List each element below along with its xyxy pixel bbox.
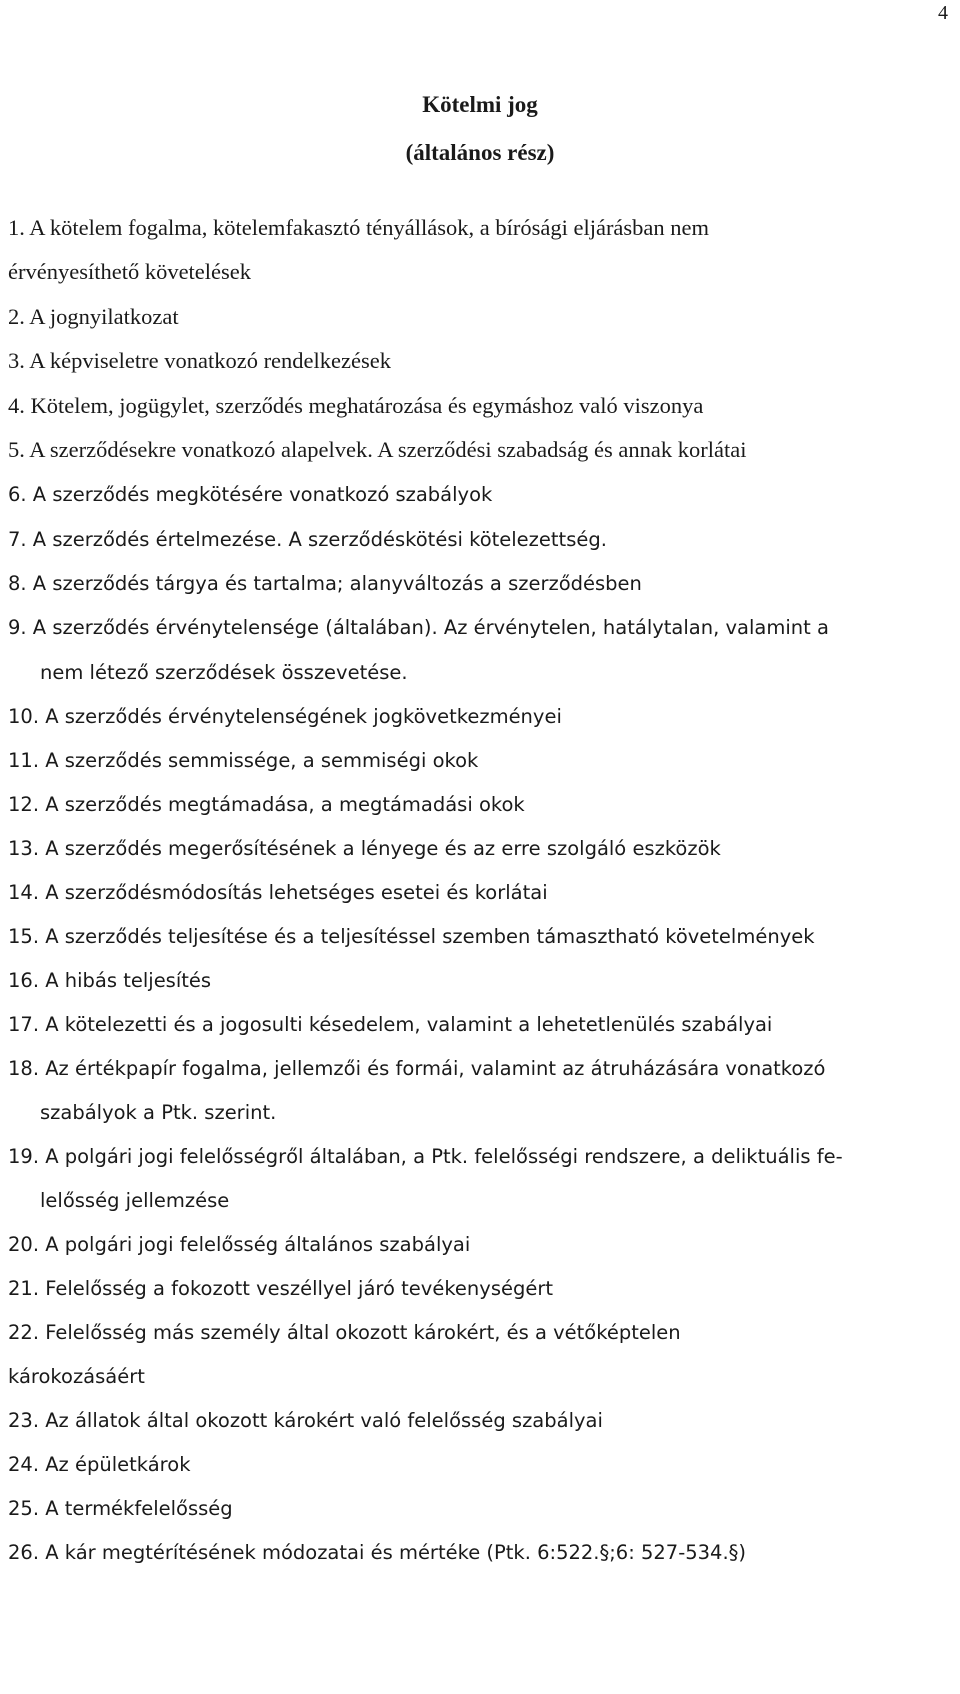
list-item: 1. A kötelem fogalma, kötelemfakasztó tényállások, a bírósági eljárásban nem xyxy=(8,215,710,240)
page-number: 4 xyxy=(938,2,948,24)
list-item: 22. Felelősség más személy által okozott károkért, és a vétőképtelen xyxy=(8,1321,681,1344)
list-item: 6. A szerződés megkötésére vonatkozó szabályok xyxy=(8,483,493,506)
list-item: 12. A szerződés megtámadása, a megtámadási okok xyxy=(8,793,525,816)
list-item: 7. A szerződés értelmezése. A szerződéskötési kötelezettség. xyxy=(8,528,607,551)
list-item: 24. Az épületkárok xyxy=(8,1453,191,1476)
page-title: Kötelmi jog xyxy=(422,92,538,117)
list-item: 13. A szerződés megerősítésének a lényege és az erre szolgáló eszközök xyxy=(8,837,721,860)
list-item: 4. Kötelem, jogügylet, szerződés meghatározása és egymáshoz való viszonya xyxy=(8,393,704,418)
list-item: 2. A jognyilatkozat xyxy=(8,304,179,329)
list-item: 10. A szerződés érvénytelenségének jogkövetkezményei xyxy=(8,705,562,728)
list-item-continuation: szabályok a Ptk. szerint. xyxy=(40,1101,277,1124)
list-item-continuation: károkozásáért xyxy=(8,1365,145,1388)
list-item: 18. Az értékpapír fogalma, jellemzői és formái, valamint az átruházására vonatkozó xyxy=(8,1057,826,1080)
list-item-continuation: lelősség jellemzése xyxy=(40,1189,230,1212)
list-item: 25. A termékfelelősség xyxy=(8,1497,233,1520)
list-item: 14. A szerződésmódosítás lehetséges esetei és korlátai xyxy=(8,881,548,904)
list-item: 11. A szerződés semmissége, a semmiségi okok xyxy=(8,749,479,772)
list-item-continuation: nem létező szerződések összevetése. xyxy=(40,661,408,684)
list-item: 8. A szerződés tárgya és tartalma; alanyváltozás a szerződésben xyxy=(8,572,642,595)
list-item: 16. A hibás teljesítés xyxy=(8,969,212,992)
list-item: 17. A kötelezetti és a jogosulti késedelem, valamint a lehetetlenülés szabályai xyxy=(8,1013,773,1036)
page-subtitle: (általános rész) xyxy=(405,140,555,165)
list-item: 3. A képviseletre vonatkozó rendelkezések xyxy=(8,348,391,373)
list-item: 26. A kár megtérítésének módozatai és mértéke (Ptk. 6:522.§;6: 527-534.§) xyxy=(8,1541,747,1564)
list-item: 21. Felelősség a fokozott veszéllyel járó tevékenységért xyxy=(8,1277,554,1300)
list-item: 5. A szerződésekre vonatkozó alapelvek. A szerződési szabadság és annak korlátai xyxy=(8,437,747,462)
list-item: 20. A polgári jogi felelősség általános szabályai xyxy=(8,1233,471,1256)
list-item: 9. A szerződés érvénytelensége (általában). Az érvénytelen, hatálytalan, valamint a xyxy=(8,616,829,639)
list-item: 23. Az állatok által okozott károkért való felelősség szabályai xyxy=(8,1409,603,1432)
list-item: 15. A szerződés teljesítése és a teljesítéssel szemben támasztható követelmények xyxy=(8,925,815,948)
list-item-continuation: érvényesíthető követelések xyxy=(8,259,252,284)
list-item: 19. A polgári jogi felelősségről általában, a Ptk. felelősségi rendszere, a deliktuális fe- xyxy=(8,1145,843,1168)
